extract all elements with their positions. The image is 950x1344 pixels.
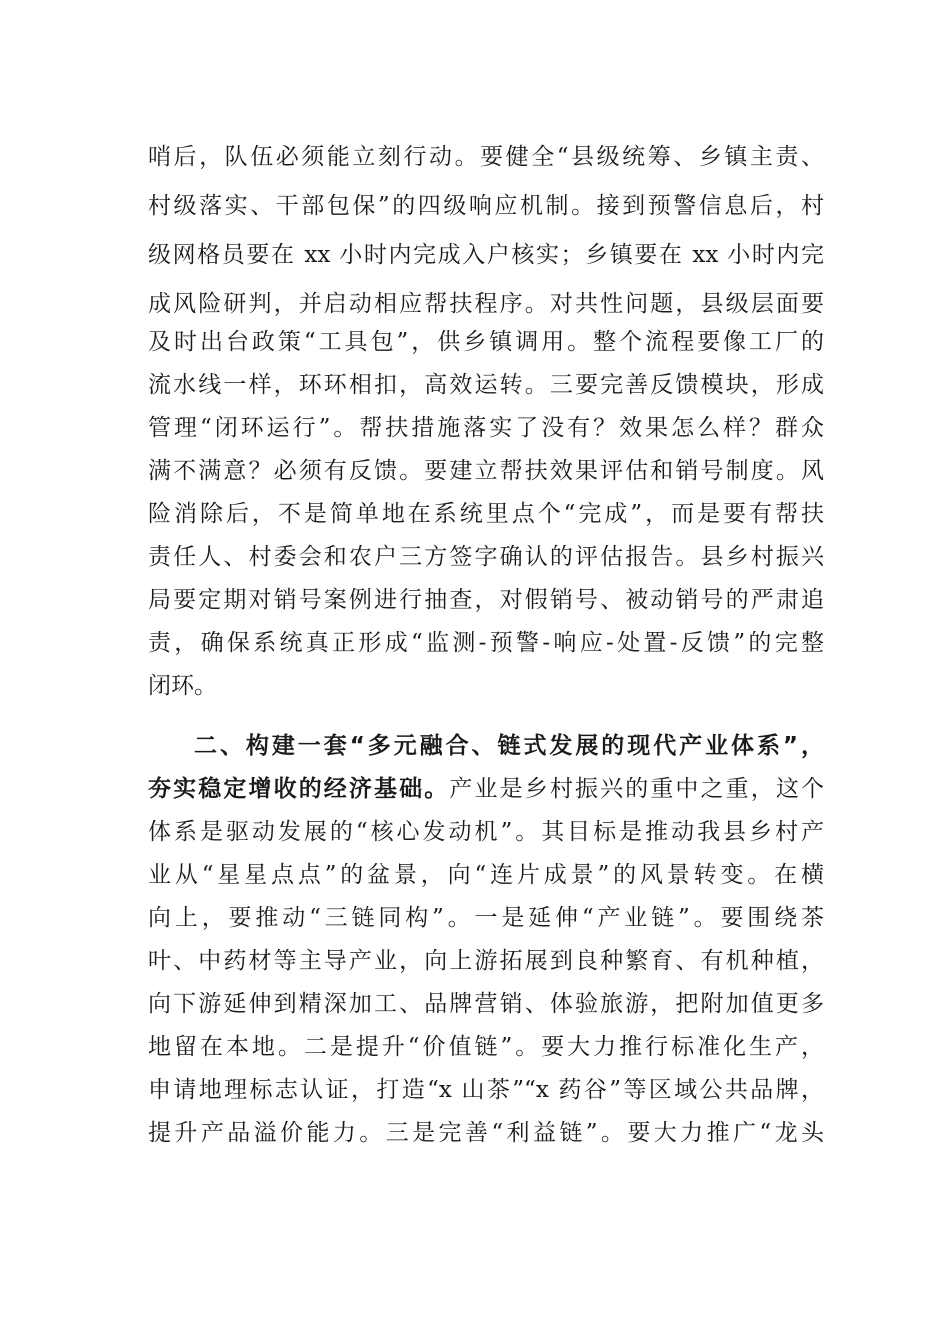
- paragraph-1-line-5: 及时出台政策“工具包”，供乡镇调用。整个流程要像工厂的: [148, 329, 824, 355]
- paragraph-1-line-13: 闭环。: [148, 673, 217, 699]
- section-heading-line-2: 夯实稳定增收的经济基础。: [148, 776, 450, 802]
- paragraph-1-line-11: 局要定期对销号案例进行抽查，对假销号、被动销号的严肃追: [148, 587, 824, 613]
- paragraph-1-line-8: 满不满意？必须有反馈。要建立帮扶效果评估和销号制度。风: [148, 458, 824, 484]
- paragraph-1-line-1: 哨后，队伍必须能立刻行动。要健全“县级统筹、乡镇主责、: [148, 144, 824, 170]
- paragraph-1-line-10: 责任人、村委会和农户三方签字确认的评估报告。县乡村振兴: [148, 544, 824, 570]
- paragraph-2-line-7: 向下游延伸到精深加工、品牌营销、体验旅游，把附加值更多: [148, 991, 824, 1017]
- paragraph-2-line-10: 提升产品溢价能力。三是完善“利益链”。要大力推广“龙头: [148, 1120, 824, 1146]
- paragraph-2-line-2: [148, 771, 824, 807]
- paragraph-2-line-4: 业从“星星点点”的盆景，向“连片成景”的风景转变。在横: [148, 862, 824, 888]
- paragraph-1-line-6: 流水线一样，环环相扣，高效运转。三要完善反馈模块，形成: [148, 372, 824, 398]
- paragraph-2-line-5: 向上，要推动“三链同构”。一是延伸“产业链”。要围绕茶: [148, 905, 824, 931]
- paragraph-1-line-4: 成风险研判，并启动相应帮扶程序。对共性问题，县级层面要: [148, 291, 824, 317]
- paragraph-1-line-2: 村级落实、干部包保”的四级响应机制。接到预警信息后，村: [148, 193, 824, 219]
- paragraph-2-line-9: 申请地理标志认证，打造“x 山茶”“x 药谷”等区域公共品牌，: [148, 1077, 824, 1103]
- paragraph-2-line-6: 叶、中药材等主导产业，向上游拓展到良种繁育、有机种植，: [148, 948, 824, 974]
- paragraph-2-line-8: 地留在本地。二是提升“价值链”。要大力推行标准化生产，: [148, 1034, 824, 1060]
- paragraph-1-line-3: 级网格员要在 xx 小时内完成入户核实；乡镇要在 xx 小时内完: [148, 242, 824, 268]
- paragraph-2-line-3: 体系是驱动发展的“核心发动机”。其目标是推动我县乡村产: [148, 819, 824, 845]
- section-heading-line-1: 二、构建一套“多元融合、链式发展的现代产业体系”，: [194, 733, 824, 759]
- paragraph-1-line-9: 险消除后，不是简单地在系统里点个“完成”，而是要有帮扶: [148, 501, 824, 527]
- paragraph-1-line-7: 管理“闭环运行”。帮扶措施落实了没有？效果怎么样？群众: [148, 415, 824, 441]
- paragraph-1-line-12: 责，确保系统真正形成“监测-预警-响应-处置-反馈”的完整: [148, 630, 824, 656]
- paragraph-2-line-2-text: 产业是乡村振兴的重中之重，这个: [449, 776, 825, 802]
